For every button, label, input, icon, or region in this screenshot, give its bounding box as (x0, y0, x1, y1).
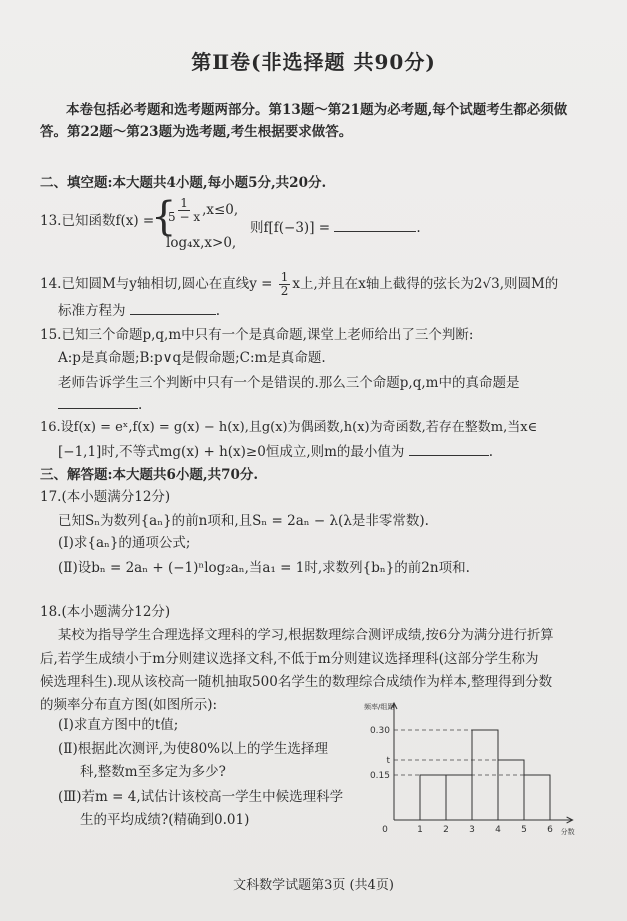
solutions-section-heading: 三、解答题:本大题共6小题,共70分. (40, 467, 259, 483)
q13-case-2: log₄x,x>0, (166, 235, 237, 251)
q18-part-2b: 科,整数m至多定为多少? (80, 764, 226, 780)
q13-brace: { (151, 194, 177, 240)
q17-part-1: (Ⅰ)求{aₙ}的通项公式; (58, 535, 191, 551)
q13-case-1 (166, 197, 238, 224)
y-tick-label: t (386, 756, 390, 766)
q15-line-3: 老师告诉学生三个判断中只有一个是错误的.那么三个命题p,q,m中的真命题是 (58, 375, 520, 391)
y-tick-label: 0.30 (369, 726, 390, 736)
q15-line-4 (58, 395, 142, 414)
q17-line-1: 已知Sₙ为数列{aₙ}的前n项和,且Sₙ = 2aₙ − λ(λ是非零常数). (58, 513, 429, 529)
q15-end: . (138, 397, 143, 413)
y-tick-label: 0.15 (369, 771, 390, 781)
x-tick-label: 3 (469, 825, 475, 835)
q14-line-1-b: x上,并且在x轴上截得的弦长为2√3,则圆M的 (292, 276, 559, 292)
q13-prefix: 13.已知函数f(x) = (40, 213, 155, 229)
q13-case-1-fraction (168, 197, 200, 224)
x-tick-label: 6 (547, 825, 553, 835)
q16-line-2 (58, 442, 493, 461)
q13-case-1-numerator: 1 (180, 196, 188, 210)
q14-line-1 (40, 271, 558, 298)
q14-frac-num: 1 (280, 270, 289, 284)
histogram-bar (420, 775, 446, 820)
frequency-histogram (360, 696, 580, 846)
q13-case-1-denominator: 5 − x (168, 210, 201, 224)
x-axis-label: 分数 (560, 828, 575, 836)
q18-line-4: 的频率分布直方图(如图所示): (40, 697, 218, 713)
q14-answer-blank (130, 301, 216, 315)
q13-suffix-text: 则f[f(−3)] = (250, 220, 331, 236)
q13-end: . (416, 220, 421, 236)
q14-fraction (279, 271, 291, 298)
histogram-bar (446, 775, 472, 820)
q18-part-3b: 生的平均成绩?(精确到0.01) (80, 812, 250, 828)
q18-line-3: 候选理科生).现从该校高一随机抽取500名学生的数理综合成绩作为样本,整理得到分数 (40, 674, 553, 690)
histogram-bar (498, 760, 524, 820)
q18-part-2a: (Ⅱ)根据此次测评,为使80%以上的学生选择理 (58, 741, 329, 757)
q14-line-2-text: 标准方程为 (58, 303, 126, 319)
q16-end: . (488, 444, 494, 460)
q14-line-2 (58, 301, 220, 320)
q18-part-1: (Ⅰ)求直方图中的t值; (58, 717, 179, 733)
x-tick-label: 4 (495, 825, 501, 835)
origin-label: 0 (382, 825, 388, 835)
q13-suffix (250, 218, 421, 237)
q18-line-2: 后,若学生成绩小于m分则建议选择文科,不低于m分则建议选择理科(这部分学生称为 (40, 651, 539, 667)
x-tick-label: 2 (443, 825, 449, 835)
q17-part-2: (Ⅱ)设bₙ = 2aₙ + (−1)ⁿlog₂aₙ,当a₁ = 1时,求数列{bₙ}的前2n项和. (58, 560, 470, 576)
q16-line-2-text: [−1,1]时,不等式mg(x) + h(x)≥0恒成立,则m的最小值为 (58, 444, 405, 460)
fill-in-section-heading: 二、填空题:本大题共4小题,每小题5分,共20分. (40, 175, 327, 191)
q18-head: 18.(本小题满分12分) (40, 604, 171, 620)
q15-line-2: A:p是真命题;B:p∨q是假命题;C:m是真命题. (58, 350, 326, 366)
q13-answer-blank (334, 218, 416, 232)
q16-answer-blank (409, 442, 489, 456)
histogram-bar (524, 775, 550, 820)
x-tick-label: 5 (521, 825, 527, 835)
x-tick-label: 1 (417, 825, 423, 835)
q18-part-3a: (Ⅲ)若m = 4,试估计该校高一学生中候选理科学 (58, 789, 344, 805)
intro-line-1: 本卷包括必考题和选考题两部分。第13题～第21题为必考题,每个试题考生都必须做 (66, 102, 568, 118)
y-axis-label: 频率/组距 (364, 703, 395, 711)
q14-frac-den: 2 (280, 284, 289, 298)
q14-line-1-a: 14.已知圆M与y轴相切,圆心在直线y = (40, 276, 273, 292)
q13-case-1-condition: ,x≤0, (202, 202, 239, 218)
q15-line-1: 15.已知三个命题p,q,m中只有一个是真命题,课堂上老师给出了三个判断: (40, 327, 474, 343)
page-title: 第Ⅱ卷(非选择题 共90分) (191, 50, 436, 74)
intro-line-2: 答。第22题～第23题为选考题,考生根据要求做答。 (40, 124, 353, 140)
q16-line-1: 16.设f(x) = eˣ,f(x) = g(x) − h(x),且g(x)为偶函数,h(x)为奇函数,若存在整数m,当x∈ (40, 420, 538, 435)
q15-answer-blank (58, 395, 138, 409)
q17-head: 17.(本小题满分12分) (40, 489, 171, 505)
q14-end: . (215, 303, 221, 319)
page-footer: 文科数学试题第3页 (共4页) (233, 878, 394, 893)
q18-line-1: 某校为指导学生合理选择文理科的学习,根据数理综合测评成绩,按6分为满分进行折算 (58, 628, 554, 643)
